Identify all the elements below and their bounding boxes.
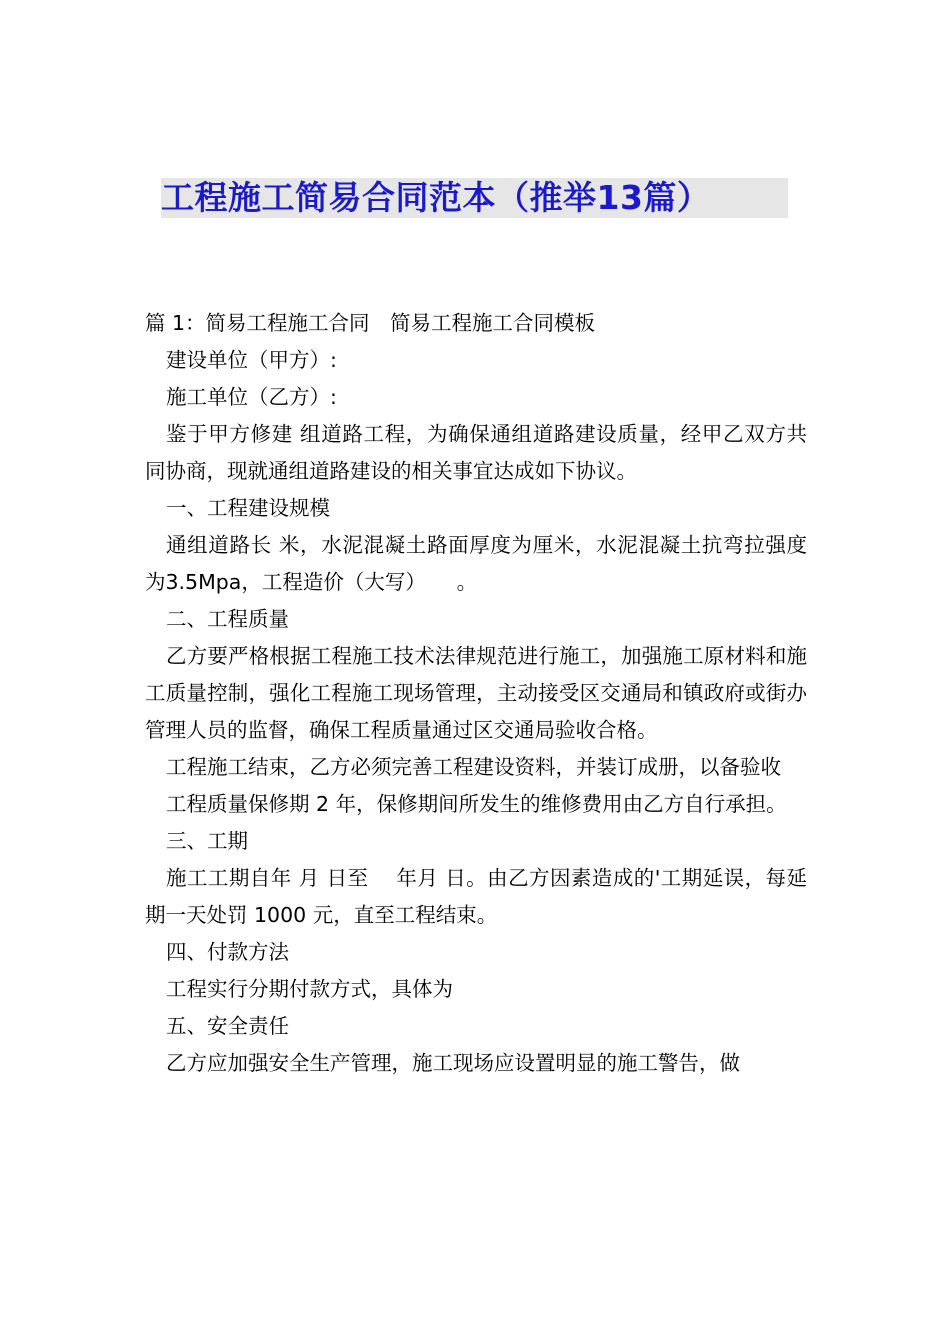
- section-heading-4: 四、付款方法: [166, 940, 289, 964]
- paragraph-8: 工程施工结束，乙方必须完善工程建设资料，并装订成册，以备验收: [166, 755, 781, 779]
- document-body: [145, 305, 807, 1082]
- paragraph-13: 工程实行分期付款方式，具体为: [166, 977, 453, 1001]
- paragraph-3: 鉴于甲方修建 组道路工程，为确保通组道路建设质量，经甲乙双方共同协商，现就通组道路建设的相关事宜达成如下协议。: [145, 422, 807, 483]
- section-heading-5: 五、安全责任: [166, 1014, 289, 1038]
- paragraph-7: 乙方要严格根据工程施工技术法律规范进行施工，加强施工原材料和施工质量控制，强化工程施工现场管理，主动接受区交通局和镇政府或街办管理人员的监督，确保工程质量通过区交通局验收合格。: [145, 644, 807, 742]
- section-heading-2: 二、工程质量: [166, 607, 289, 631]
- paragraph-0: 篇 1：简易工程施工合同 简易工程施工合同模板: [145, 311, 596, 335]
- paragraph-5: 通组道路长 米，水泥混凝土路面厚度为厘米，水泥混凝土抗弯拉强度为3.5Mpa，工程造价（大写） 。: [145, 533, 807, 594]
- section-heading-1: 一、工程建设规模: [166, 496, 330, 520]
- paragraph-11: 施工工期自年 月 日至 年月 日。由乙方因素造成的'工期延误，每延期一天处罚 1000 元，直至工程结束。: [145, 866, 807, 927]
- title-highlight: [161, 178, 788, 218]
- paragraph-1: 建设单位（甲方）:: [166, 348, 337, 372]
- paragraph-9: 工程质量保修期 2 年，保修期间所发生的维修费用由乙方自行承担。: [166, 792, 787, 816]
- document-title: 工程施工简易合同范本（推举13篇）: [161, 178, 711, 217]
- paragraph-15: 乙方应加强安全生产管理，施工现场应设置明显的施工警告，做: [166, 1051, 740, 1075]
- section-heading-3: 三、工期: [166, 829, 248, 853]
- paragraph-2: 施工单位（乙方）:: [166, 385, 337, 409]
